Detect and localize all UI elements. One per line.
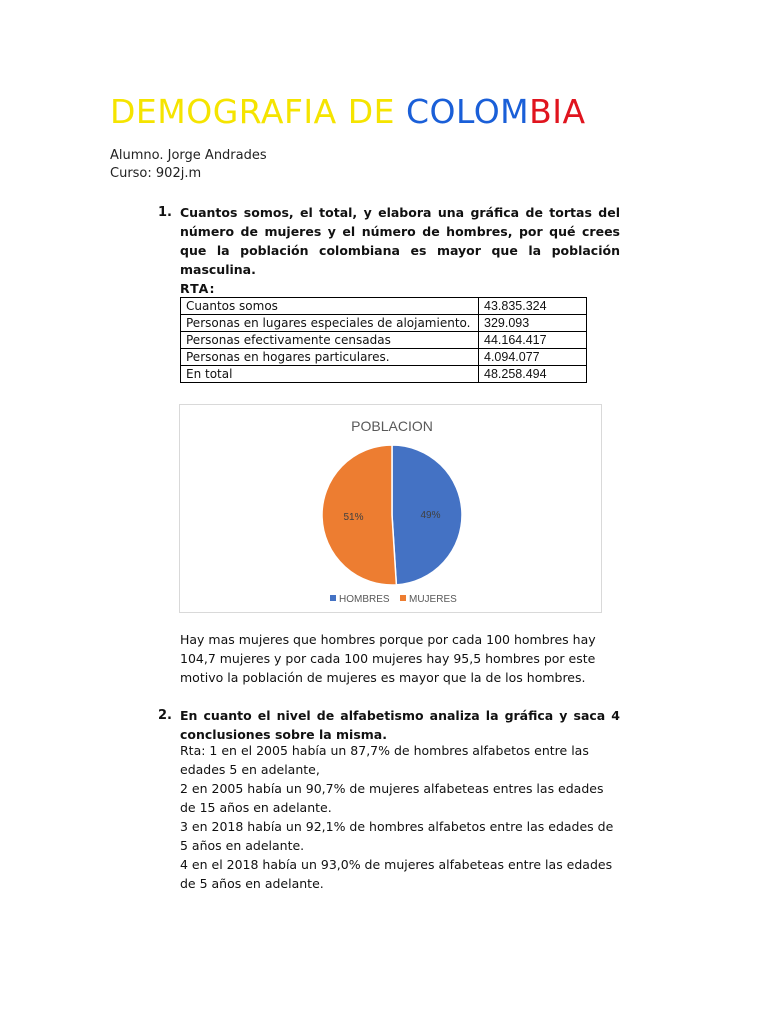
legend-swatch (400, 595, 406, 601)
question-2-number: 2. (158, 708, 172, 723)
question-1-answer: Hay mas mujeres que hombres porque por cada 100 hombres hay 104,7 mujeres y por cada 100 mujeres hay 95,5 hombres por este motivo la población de mujeres es mayor que la de los hombres. (180, 632, 596, 685)
question-2-answer (180, 741, 620, 893)
table-row (181, 366, 587, 383)
question-2-text: En cuanto el nivel de alfabetismo analiza la gráfica y saca 4 conclusiones sobre la misma. (180, 708, 620, 742)
answer-line: Rta: 1 en el 2005 había un 87,7% de hombres alfabetos entre las edades 5 en adelante, (180, 743, 589, 777)
course-code: Curso: 902j.m (110, 166, 202, 181)
chart-legend (330, 594, 457, 605)
answer-line: 2 en 2005 había un 90,7% de mujeres alfabeteas entres las edades de 15 años en adelante. (180, 781, 604, 815)
page-title (110, 92, 586, 131)
pie-data-label: 51% (343, 512, 364, 524)
table-cell-value: 48.258.494 (479, 366, 587, 383)
table-cell-label: En total (181, 366, 479, 383)
pie-chart-svg (180, 405, 601, 612)
legend-label: MUJERES (409, 594, 457, 605)
table-cell-label: Cuantos somos (181, 298, 479, 315)
table-cell-value: 43.835.324 (479, 298, 587, 315)
title-part-blue: COLOM (405, 92, 530, 131)
table-row (181, 349, 587, 366)
legend-label: HOMBRES (339, 594, 390, 605)
table-cell-value: 44.164.417 (479, 332, 587, 349)
table-row (181, 332, 587, 349)
question-1-text: Cuantos somos, el total, y elabora una gráfica de tortas del número de mujeres y el número de hombres, por qué crees que la población colombiana es mayor que la población masculina. (180, 205, 620, 277)
table-row (181, 315, 587, 332)
table-cell-value: 329.093 (479, 315, 587, 332)
table-row (181, 298, 587, 315)
question-1-number: 1. (158, 205, 172, 220)
pie-data-label: 49% (420, 509, 441, 521)
table-cell-label: Personas en lugares especiales de alojamiento. (181, 315, 479, 332)
answer-line: 3 en 2018 había un 92,1% de hombres alfabetos entre las edades de 5 años en adelante. (180, 819, 614, 853)
legend-swatch (330, 595, 336, 601)
answer-line: 4 en el 2018 había un 93,0% de mujeres alfabeteas entre las edades de 5 años en adelante. (180, 857, 613, 891)
chart-title: POBLACION (351, 418, 433, 434)
rta-label: RTA: (180, 281, 216, 296)
table-cell-value: 4.094.077 (479, 349, 587, 366)
table-cell-label: Personas en hogares particulares. (181, 349, 479, 366)
table-cell-label: Personas efectivamente censadas (181, 332, 479, 349)
population-table (180, 297, 587, 383)
population-pie-chart (179, 404, 602, 613)
title-part-red: BIA (529, 92, 586, 131)
title-part-yellow: DEMOGRAFIA DE (110, 92, 406, 131)
student-name: Alumno. Jorge Andrades (110, 148, 267, 163)
